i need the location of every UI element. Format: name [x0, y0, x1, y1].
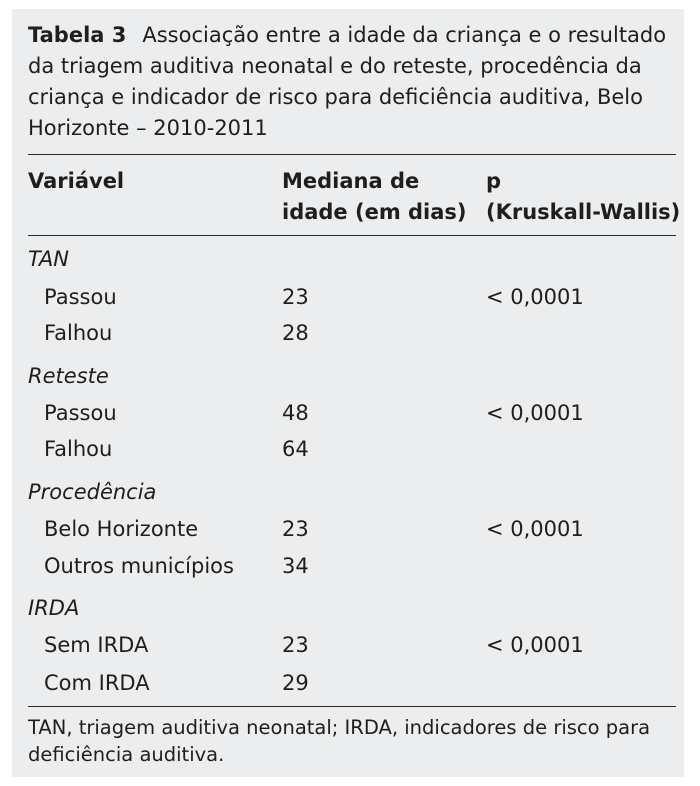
row-p-value: < 0,0001 [486, 517, 584, 541]
row-median: 23 [282, 517, 309, 541]
top-rule [28, 154, 676, 155]
header-p-line1: p [486, 169, 502, 193]
row-median: 48 [282, 401, 309, 425]
row-median: 29 [282, 671, 309, 695]
group-label-irda: IRDA [28, 596, 80, 620]
row-label: Falhou [44, 321, 113, 345]
row-p-value: < 0,0001 [486, 285, 584, 309]
table-title: Associação entre a idade da criança e o resultado da triagem auditiva neonatal e do reteste, procedência da criança e indicador de risco para deficiência auditiva, Belo Horizonte – 2010-2011 [28, 23, 667, 140]
row-label: Falhou [44, 437, 113, 461]
group-label-reteste: Reteste [28, 364, 109, 388]
table-caption [28, 20, 678, 144]
bottom-rule [28, 706, 676, 707]
row-p-value: < 0,0001 [486, 633, 584, 657]
row-p-value: < 0,0001 [486, 401, 584, 425]
row-median: 23 [282, 633, 309, 657]
row-label: Com IRDA [44, 671, 150, 695]
row-label: Passou [44, 285, 117, 309]
group-label-tan: TAN [28, 247, 69, 271]
row-label: Passou [44, 401, 117, 425]
header-mediana-line1: Mediana de [282, 169, 420, 193]
row-label: Outros municípios [44, 554, 234, 578]
row-median: 23 [282, 285, 309, 309]
table-label: Tabela 3 [28, 23, 127, 47]
header-mediana-line2: idade (em dias) [282, 200, 467, 224]
row-label: Sem IRDA [44, 633, 149, 657]
row-median: 64 [282, 437, 309, 461]
header-p-line2: (Kruskall-Wallis) [486, 200, 681, 224]
table-footnote: TAN, triagem auditiva neonatal; IRDA, indicadores de risco para deficiência auditiva. [28, 716, 651, 766]
header-rule [28, 235, 676, 236]
group-label-procedencia: Procedência [28, 480, 157, 504]
row-median: 28 [282, 321, 309, 345]
row-median: 34 [282, 554, 309, 578]
row-label: Belo Horizonte [44, 517, 199, 541]
header-variavel: Variável [28, 169, 125, 193]
table-panel [12, 9, 684, 777]
